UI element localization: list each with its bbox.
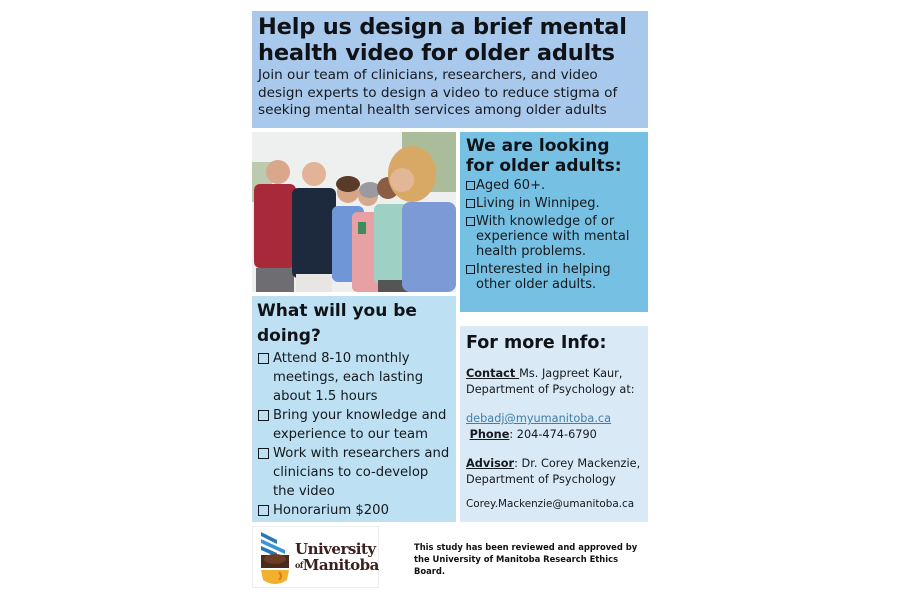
advisor-label: Advisor [466,457,515,470]
logo-manitoba: Manitoba [302,556,379,574]
recruitment-poster [250,8,650,592]
poster-header [252,11,648,128]
eligibility-item: Living in Winnipeg. [466,196,642,211]
checkbox-icon [258,448,269,459]
advisor-line: Advisor: Dr. Corey Mackenzie, Department of Psychology [466,457,641,486]
checkbox-icon [466,217,475,226]
bison-shield-icon [255,528,295,588]
activity-item: Bring your knowledge and experience to our team [257,406,451,444]
advisor-email: Corey.Mackenzie@umanitoba.ca [466,498,635,510]
poster-subtitle: Join our team of clinicians, researchers, and video design experts to design a video to reduce stigma of seeking mental health services among older adults [258,67,618,118]
eligibility-list [466,178,642,292]
contact-line: Contact Ms. Jagpreet Kaur, Department of Psychology at: [466,367,635,396]
checkbox-icon [258,410,269,421]
poster-title: Help us design a brief mental health video for older adults [258,14,627,66]
eligibility-item: Aged 60+. [466,178,642,193]
phone-line: Phone: 204-474-6790 [469,427,597,441]
checkbox-icon [258,505,269,516]
eligibility-box [460,132,648,312]
phone-label: Phone [469,427,510,441]
checkbox-icon [466,181,475,190]
activity-item: Attend 8-10 monthly meetings, each lasting about 1.5 hours [257,349,451,406]
university-logo: University ofManitoba [252,526,379,588]
eligibility-heading: We are looking for older adults: [466,136,622,176]
older-adults-photo [252,132,456,292]
contact-label: Contact [466,367,520,380]
ethics-approval-note: This study has been reviewed and approved by the University of Manitoba Research Ethics Board. [414,542,638,576]
activities-list [257,349,451,520]
eligibility-item: Interested in helping other older adults. [466,262,642,292]
eligibility-item: With knowledge of or experience with mental health problems. [466,214,642,259]
group-photo-icon [252,132,456,292]
logo-university: University [295,540,376,558]
checkbox-icon [466,199,475,208]
info-heading: For more Info: [466,333,607,353]
checkbox-icon [466,265,475,274]
activity-item: Honorarium $200 [257,501,451,520]
contact-info-box [460,326,648,522]
checkbox-icon [258,353,269,364]
contact-email-link[interactable]: debadj@myumanitoba.ca [466,412,612,425]
activity-item: Work with researchers and clinicians to co-develop the video [257,444,451,501]
activities-box [252,296,456,522]
activities-heading: What will you be doing? [257,301,417,346]
